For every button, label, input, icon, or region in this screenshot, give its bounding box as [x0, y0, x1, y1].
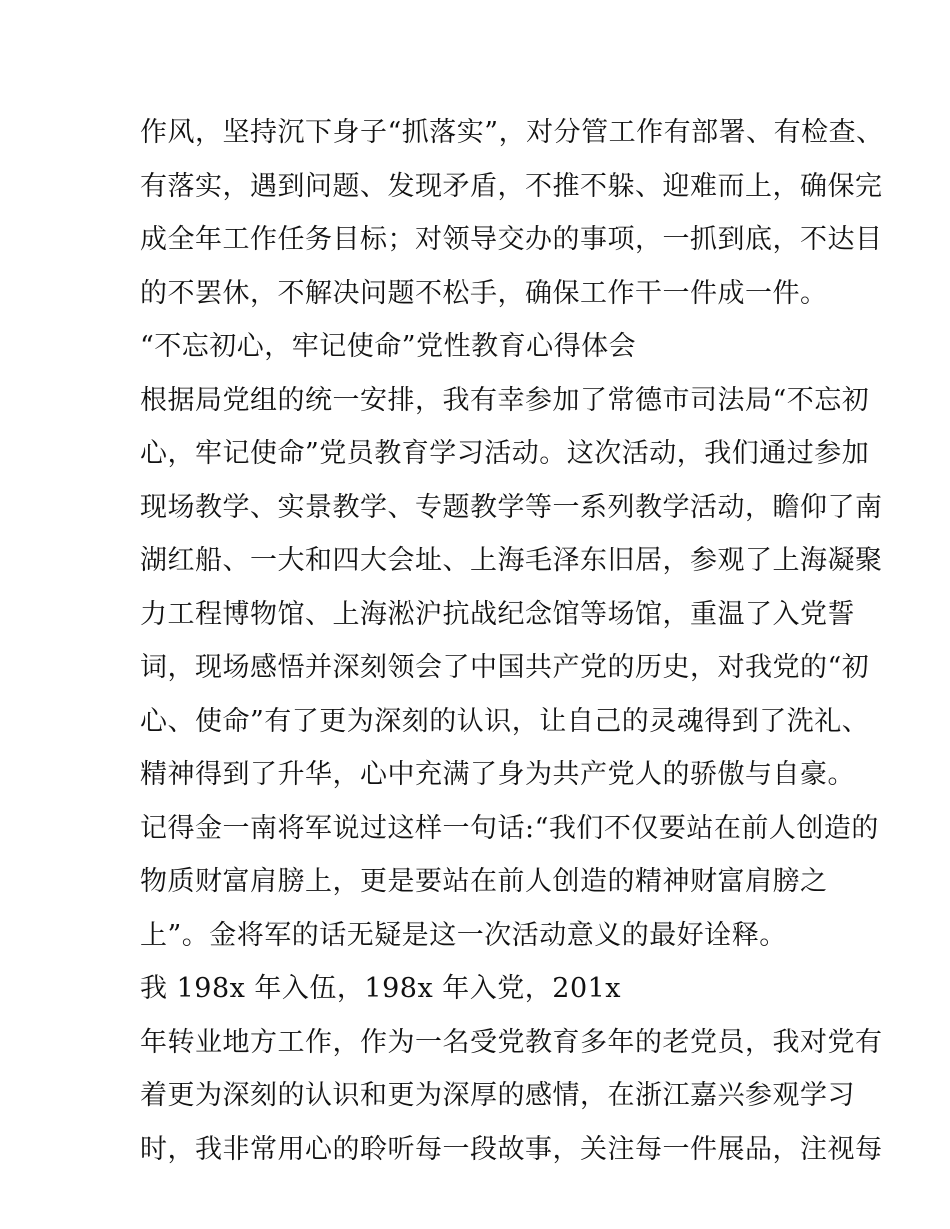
text-line: 成全年工作任务目标；对领导交办的事项，一抓到底，不达目 — [140, 224, 883, 255]
text-line: 物质财富肩膀上，更是要站在前人创造的精神财富肩膀之 — [140, 866, 828, 897]
text-line: 根据局党组的统一安排，我有幸参加了常德市司法局“不忘初 — [140, 384, 870, 416]
text-line: 力工程博物馆、上海淞沪抗战纪念馆等场馆，重温了入党誓 — [140, 598, 855, 630]
text-line: 作风，坚持沉下身子“抓落实”，对分管工作有部署、有检查、 — [140, 117, 884, 148]
text-line: 时，我非常用心的聆听每一段故事，关注每一件展品，注视每 — [140, 1133, 883, 1165]
text-line: 年转业地方工作，作为一名受党教育多年的老党员，我对党有 — [140, 1026, 883, 1058]
text-line: 心，牢记使命”党员教育学习活动。这次活动，我们通过参加 — [140, 438, 870, 469]
text-line: 我 198x 年入伍，198x 年入党，201x — [140, 973, 622, 1004]
text-line: 精神得到了升华，心中充满了身为共产党人的骄傲与自豪。 — [140, 759, 855, 790]
text-line: 心、使命”有了更为深刻的认识，让自己的灵魂得到了洗礼、 — [140, 705, 870, 737]
body-text — [140, 106, 884, 1176]
text-line: 现场教学、实景教学、专题教学等一系列教学活动，瞻仰了南 — [140, 491, 883, 523]
text-line: 湖红船、一大和四大会址、上海毛泽东旧居，参观了上海凝聚 — [140, 545, 883, 576]
text-line: 有落实，遇到问题、发现矛盾，不推不躲、迎难而上，确保完 — [140, 170, 883, 202]
text-line: 着更为深刻的认识和更为深厚的感情，在浙江嘉兴参观学习 — [140, 1080, 855, 1111]
text-line: 词，现场感悟并深刻领会了中国共产党的历史，对我党的“初 — [140, 652, 870, 683]
text-line: 的不罢休，不解决问题不松手，确保工作干一件成一件。 — [140, 277, 828, 309]
text-line: 记得金一南将军说过这样一句话:“我们不仅要站在前人创造的 — [140, 812, 879, 844]
text-line: 上”。金将军的话无疑是这一次活动意义的最好诠释。 — [140, 919, 787, 951]
section-heading: “不忘初心，牢记使命”党性教育心得体会 — [140, 331, 637, 362]
